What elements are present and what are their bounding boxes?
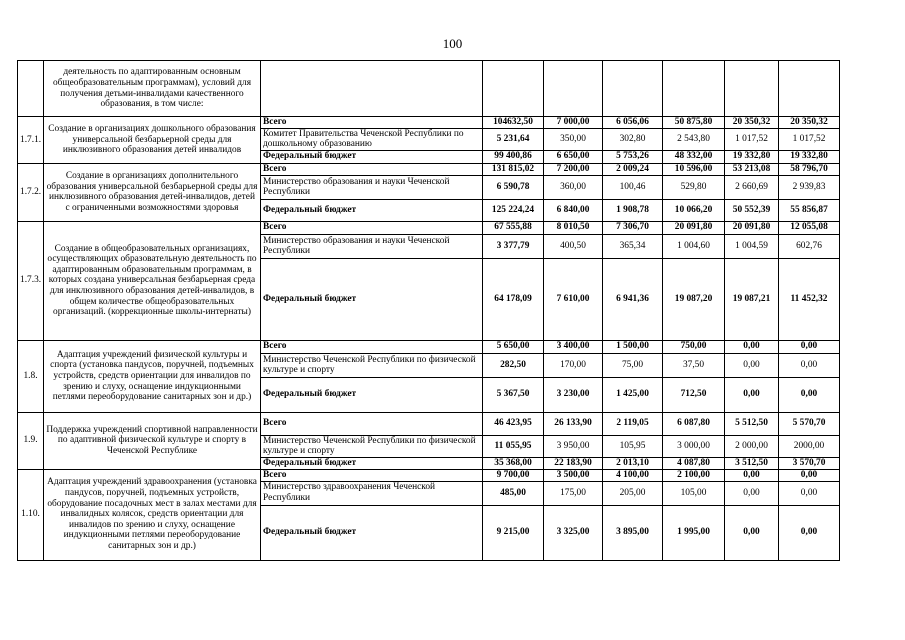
intro-text: деятельность по адаптированным основным общеобразовательным программам), условий для получения детьми-инвалидами качественного образования, в том числе:: [44, 61, 261, 117]
year-value: 0,00: [725, 469, 779, 481]
year-value: 3 400,00: [544, 340, 603, 353]
year-value: 0,00: [779, 481, 840, 505]
funding-source: Комитет Правительства Чеченской Республики по дошкольному образованию: [261, 128, 483, 150]
funding-source: Всего: [261, 221, 483, 234]
table-row: [18, 340, 840, 353]
year-value: 6 087,80: [663, 412, 725, 435]
year-value: 20 350,32: [779, 117, 840, 129]
funding-source: Министерство образования и науки Чеченской Республики: [261, 175, 483, 199]
funding-source: Федеральный бюджет: [261, 199, 483, 221]
year-value: 105,95: [603, 435, 663, 457]
total-value: 5 367,50: [483, 377, 544, 412]
funding-source: Всего: [261, 412, 483, 435]
year-value: 529,80: [663, 175, 725, 199]
year-value: 5 570,70: [779, 412, 840, 435]
year-value: 11 452,32: [779, 258, 840, 340]
year-value: 350,00: [544, 128, 603, 150]
year-value: 3 230,00: [544, 377, 603, 412]
item-number: 1.7.2.: [18, 163, 44, 221]
year-value: 8 010,50: [544, 221, 603, 234]
year-value: 302,80: [603, 128, 663, 150]
item-description: Адаптация учреждений здравоохранения (установка пандусов, поручней, подъемных устройств, оборудование посадочных мест в залах местами для инвалидных колясок, средств ориентации для инвалидов по зрению и слуху, оснащение индукционными петлями переоборудование санитарных зон и др.): [44, 469, 261, 560]
budget-table: [17, 60, 840, 561]
year-value: 20 091,80: [663, 221, 725, 234]
funding-source: Федеральный бюджет: [261, 258, 483, 340]
year-value: 400,50: [544, 234, 603, 258]
year-value: 2000,00: [779, 435, 840, 457]
year-value: 3 895,00: [603, 505, 663, 560]
funding-source: Всего: [261, 117, 483, 129]
year-value: 6 650,00: [544, 150, 603, 163]
total-value: 485,00: [483, 481, 544, 505]
year-value: 1 004,60: [663, 234, 725, 258]
year-value: 58 796,70: [779, 163, 840, 175]
year-value: 2 013,10: [603, 457, 663, 469]
year-value: 205,00: [603, 481, 663, 505]
intro-row: [18, 61, 840, 117]
total-value: 11 055,95: [483, 435, 544, 457]
year-value: 5 753,26: [603, 150, 663, 163]
item-description: Создание в организациях дошкольного образования универсальной безбарьерной среды для инклюзивного образования детей инвалидов: [44, 117, 261, 164]
year-value: 360,00: [544, 175, 603, 199]
total-value: 125 224,24: [483, 199, 544, 221]
year-value: 4 100,00: [603, 469, 663, 481]
year-value: 10 066,20: [663, 199, 725, 221]
item-number: 1.7.3.: [18, 221, 44, 340]
year-value: 105,00: [663, 481, 725, 505]
year-value: 2 660,69: [725, 175, 779, 199]
total-value: 282,50: [483, 353, 544, 377]
total-value: 5 650,00: [483, 340, 544, 353]
year-value: 2 119,05: [603, 412, 663, 435]
table-row: [18, 412, 840, 435]
year-value: 10 596,00: [663, 163, 725, 175]
table-row: [18, 221, 840, 234]
year-value: 712,50: [663, 377, 725, 412]
year-value: 0,00: [779, 353, 840, 377]
funding-source: Министерство Чеченской Республики по физической культуре и спорту: [261, 353, 483, 377]
table-row: [18, 117, 840, 129]
year-value: 19 087,21: [725, 258, 779, 340]
total-value: 9 215,00: [483, 505, 544, 560]
year-value: 20 350,32: [725, 117, 779, 129]
year-value: 3 570,70: [779, 457, 840, 469]
year-value: 1 017,52: [779, 128, 840, 150]
year-value: 55 856,87: [779, 199, 840, 221]
year-value: 0,00: [725, 353, 779, 377]
year-value: 1 500,00: [603, 340, 663, 353]
total-value: 5 231,64: [483, 128, 544, 150]
year-value: 1 425,00: [603, 377, 663, 412]
year-value: 3 000,00: [663, 435, 725, 457]
year-value: 0,00: [779, 377, 840, 412]
year-value: 6 056,06: [603, 117, 663, 129]
year-value: 37,50: [663, 353, 725, 377]
funding-source: Федеральный бюджет: [261, 377, 483, 412]
year-value: 12 055,08: [779, 221, 840, 234]
year-value: 20 091,80: [725, 221, 779, 234]
year-value: 365,34: [603, 234, 663, 258]
year-value: 50 552,39: [725, 199, 779, 221]
year-value: 100,46: [603, 175, 663, 199]
year-value: 48 332,00: [663, 150, 725, 163]
item-number: 1.9.: [18, 412, 44, 469]
item-description: Создание в организациях дополнительного образования универсальной безбарьерной среды для инклюзивного образования детей-инвалидов, детей с ограниченными возможностями здоровья: [44, 163, 261, 221]
item-number: 1.7.1.: [18, 117, 44, 164]
year-value: 7 000,00: [544, 117, 603, 129]
year-value: 7 306,70: [603, 221, 663, 234]
total-value: 131 815,02: [483, 163, 544, 175]
year-value: 7 610,00: [544, 258, 603, 340]
year-value: 2 009,24: [603, 163, 663, 175]
year-value: 0,00: [725, 340, 779, 353]
funding-source: Всего: [261, 340, 483, 353]
year-value: 6 840,00: [544, 199, 603, 221]
year-value: 1 017,52: [725, 128, 779, 150]
total-value: 67 555,88: [483, 221, 544, 234]
table-row: [18, 469, 840, 481]
funding-source: Министерство здравоохранения Чеченской Республики: [261, 481, 483, 505]
funding-source: Федеральный бюджет: [261, 505, 483, 560]
total-value: 9 700,00: [483, 469, 544, 481]
total-value: 64 178,09: [483, 258, 544, 340]
funding-source: Федеральный бюджет: [261, 150, 483, 163]
item-number: 1.8.: [18, 340, 44, 412]
year-value: 0,00: [779, 505, 840, 560]
year-value: 7 200,00: [544, 163, 603, 175]
year-value: 5 512,50: [725, 412, 779, 435]
year-value: 0,00: [779, 340, 840, 353]
total-value: 3 377,79: [483, 234, 544, 258]
funding-source: Всего: [261, 163, 483, 175]
year-value: 175,00: [544, 481, 603, 505]
total-value: 46 423,95: [483, 412, 544, 435]
total-value: 35 368,00: [483, 457, 544, 469]
item-number: 1.10.: [18, 469, 44, 560]
item-description: Адаптация учреждений физической культуры и спорта (установка пандусов, поручней, подъемных устройств, средств ориентации для инвалидов по зрению и слуху, оснащение индукционными петлями переоборудование санитарных зон и др.): [44, 340, 261, 412]
total-value: 6 590,78: [483, 175, 544, 199]
year-value: 0,00: [725, 481, 779, 505]
year-value: 53 213,08: [725, 163, 779, 175]
year-value: 1 004,59: [725, 234, 779, 258]
year-value: 3 950,00: [544, 435, 603, 457]
year-value: 3 500,00: [544, 469, 603, 481]
year-value: 19 332,80: [779, 150, 840, 163]
year-value: 0,00: [779, 469, 840, 481]
year-value: 19 332,80: [725, 150, 779, 163]
year-value: 1 995,00: [663, 505, 725, 560]
year-value: 2 543,80: [663, 128, 725, 150]
intro-num-cell: [18, 61, 44, 117]
year-value: 1 908,78: [603, 199, 663, 221]
year-value: 0,00: [725, 377, 779, 412]
year-value: 2 939,83: [779, 175, 840, 199]
page-number: 100: [442, 36, 463, 51]
year-value: 22 183,90: [544, 457, 603, 469]
year-value: 50 875,80: [663, 117, 725, 129]
year-value: 75,00: [603, 353, 663, 377]
total-value: 99 400,86: [483, 150, 544, 163]
year-value: 6 941,36: [603, 258, 663, 340]
total-value: 104632,50: [483, 117, 544, 129]
year-value: 3 512,50: [725, 457, 779, 469]
item-description: Создание в общеобразовательных организациях, осуществляющих образовательную деятельность по адаптированным образовательным программам, в которых создана универсальная безбарьерная среда для инклюзивного образования детей-инвалидов, в общем количестве общеобразовательных организаций. (коррекционные школы-интернаты): [44, 221, 261, 340]
year-value: 750,00: [663, 340, 725, 353]
item-description: Поддержка учреждений спортивной направленности по адаптивной физической культуре и спорту в Чеченской Республике: [44, 412, 261, 469]
year-value: 19 087,20: [663, 258, 725, 340]
year-value: 4 087,80: [663, 457, 725, 469]
funding-source: Всего: [261, 469, 483, 481]
funding-source: Министерство образования и науки Чеченской Республики: [261, 234, 483, 258]
year-value: 2 000,00: [725, 435, 779, 457]
year-value: 602,76: [779, 234, 840, 258]
funding-source: Министерство Чеченской Республики по физической культуре и спорту: [261, 435, 483, 457]
year-value: 3 325,00: [544, 505, 603, 560]
year-value: 170,00: [544, 353, 603, 377]
year-value: 2 100,00: [663, 469, 725, 481]
year-value: 0,00: [725, 505, 779, 560]
table-row: [18, 163, 840, 175]
year-value: 26 133,90: [544, 412, 603, 435]
funding-source: Федеральный бюджет: [261, 457, 483, 469]
